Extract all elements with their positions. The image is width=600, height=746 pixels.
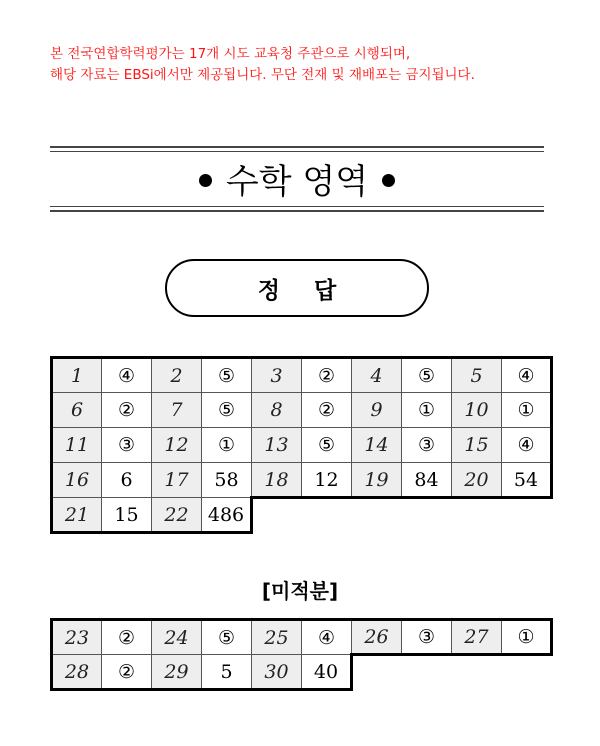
- empty-cell: [402, 655, 452, 690]
- answer-value: ④: [502, 428, 552, 463]
- answer-value: 40: [302, 655, 352, 690]
- subject-title-block: [50, 150, 544, 206]
- answer-value: ④: [302, 620, 352, 655]
- question-number: 29: [152, 655, 202, 690]
- question-number: 12: [152, 428, 202, 463]
- question-number: 9: [352, 393, 402, 428]
- question-number: 26: [352, 620, 402, 655]
- answer-row: [52, 393, 552, 428]
- bullet-dot-icon: [199, 174, 212, 187]
- answer-row: [52, 428, 552, 463]
- answer-row: [52, 655, 552, 690]
- answer-row: [52, 358, 552, 393]
- question-number: 16: [52, 463, 102, 498]
- empty-cell: [452, 498, 502, 533]
- subject-title: 수학 영역: [225, 161, 369, 202]
- answer-value: ①: [502, 620, 552, 655]
- question-number: 13: [252, 428, 302, 463]
- answer-value: 54: [502, 463, 552, 498]
- notice-line-2: 해당 자료는 EBSi에서만 제공됩니다. 무단 전재 및 재배포는 금지됩니다.: [50, 67, 475, 83]
- question-number: 23: [52, 620, 102, 655]
- answer-value: 58: [202, 463, 252, 498]
- answer-row: [52, 463, 552, 498]
- empty-cell: [352, 655, 402, 690]
- answer-value: ⑤: [202, 393, 252, 428]
- answer-value: ⑤: [202, 620, 252, 655]
- title-bottom-rule-inner: [50, 206, 544, 207]
- answer-value: ④: [502, 358, 552, 393]
- answer-value: 486: [202, 498, 252, 533]
- question-number: 28: [52, 655, 102, 690]
- question-number: 5: [452, 358, 502, 393]
- answer-value: ⑤: [402, 358, 452, 393]
- elective-section-title: [미적분]: [261, 579, 339, 603]
- question-number: 8: [252, 393, 302, 428]
- answer-value: ③: [402, 428, 452, 463]
- empty-cell: [502, 655, 552, 690]
- empty-cell: [352, 498, 402, 533]
- question-number: 11: [52, 428, 102, 463]
- title-top-rule-outer: [50, 146, 544, 148]
- answer-value: ①: [202, 428, 252, 463]
- question-number: 24: [152, 620, 202, 655]
- answer-label-badge: [165, 259, 429, 317]
- question-number: 30: [252, 655, 302, 690]
- question-number: 3: [252, 358, 302, 393]
- question-number: 25: [252, 620, 302, 655]
- question-number: 4: [352, 358, 402, 393]
- answer-value: ①: [502, 393, 552, 428]
- question-number: 22: [152, 498, 202, 533]
- question-number: 19: [352, 463, 402, 498]
- bullet-dot-icon: [382, 174, 395, 187]
- question-number: 6: [52, 393, 102, 428]
- question-number: 2: [152, 358, 202, 393]
- answer-value: ②: [302, 358, 352, 393]
- answer-value: ②: [302, 393, 352, 428]
- answer-table: [50, 356, 553, 534]
- question-number: 14: [352, 428, 402, 463]
- answer-value: ②: [102, 655, 152, 690]
- question-number: 15: [452, 428, 502, 463]
- question-number: 18: [252, 463, 302, 498]
- answer-value: 6: [102, 463, 152, 498]
- answer-value: ①: [402, 393, 452, 428]
- answer-value: ②: [102, 620, 152, 655]
- answer-value: ②: [102, 393, 152, 428]
- empty-cell: [302, 498, 352, 533]
- answer-value: 84: [402, 463, 452, 498]
- answer-value: 15: [102, 498, 152, 533]
- answer-value: ④: [102, 358, 152, 393]
- empty-cell: [452, 655, 502, 690]
- question-number: 20: [452, 463, 502, 498]
- question-number: 21: [52, 498, 102, 533]
- answer-value: ⑤: [202, 358, 252, 393]
- answer-value: ③: [102, 428, 152, 463]
- answer-value: 5: [202, 655, 252, 690]
- question-number: 27: [452, 620, 502, 655]
- answer-value: ③: [402, 620, 452, 655]
- copyright-notice: [50, 44, 570, 86]
- question-number: 17: [152, 463, 202, 498]
- question-number: 10: [452, 393, 502, 428]
- answer-value: 12: [302, 463, 352, 498]
- answer-row: [52, 498, 552, 533]
- empty-cell: [502, 498, 552, 533]
- elective-answer-table: [50, 618, 553, 691]
- title-bottom-rule-outer: [50, 210, 544, 212]
- question-number: 1: [52, 358, 102, 393]
- question-number: 7: [152, 393, 202, 428]
- notice-line-1: 본 전국연합학력평가는 17개 시도 교육청 주관으로 시행되며,: [50, 46, 411, 62]
- answer-value: ⑤: [302, 428, 352, 463]
- empty-cell: [252, 498, 302, 533]
- empty-cell: [402, 498, 452, 533]
- answer-label: 정 답: [257, 277, 350, 304]
- answer-row: [52, 620, 552, 655]
